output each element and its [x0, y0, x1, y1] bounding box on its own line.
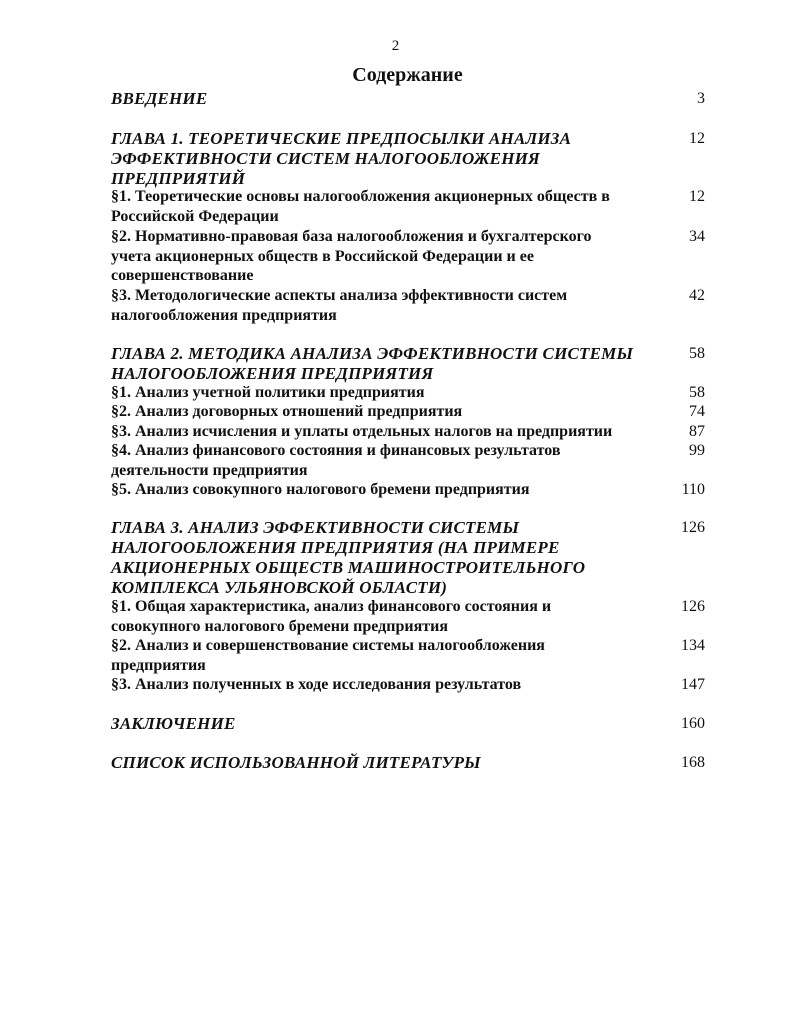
toc-entry-page: 99: [689, 442, 705, 459]
page-number: 2: [391, 38, 400, 54]
toc-entry-page: 58: [689, 384, 705, 401]
toc-entry-page: 42: [689, 287, 705, 304]
toc-entry-title: ГЛАВА 3. АНАЛИЗ ЭФФЕКТИВНОСТИ СИСТЕМЫ НАЛОГООБЛОЖЕНИЯ ПРЕДПРИЯТИЯ (НА ПРИМЕРЕ АКЦИОНЕРНЫХ ОБЩЕСТВ МАШИНОСТРОИТЕЛЬНОГО КОМПЛЕКСА УЛЬЯНОВСКОЙ ОБЛАСТИ): [111, 518, 586, 597]
toc-entry-title: СПИСОК ИСПОЛЬЗОВАННОЙ ЛИТЕРАТУРЫ: [111, 753, 481, 772]
toc-entry-title: §3. Анализ исчисления и уплаты отдельных налогов на предприятии: [111, 423, 613, 440]
toc-entry-page: 126: [681, 519, 705, 536]
toc-entry-title: §3. Анализ полученных в ходе исследования результатов: [111, 676, 522, 693]
toc-entry-title: §2. Нормативно-правовая база налогообложения и бухгалтерского учета акционерных обществ в Российской Федерации и ее совершенствование: [111, 228, 592, 284]
page-title: Содержание: [352, 64, 463, 86]
toc-entry-title: §2. Анализ и совершенствование системы налогообложения предприятия: [111, 637, 545, 674]
toc-entry-page: 126: [681, 598, 705, 615]
toc-entry-title: ГЛАВА 1. ТЕОРЕТИЧЕСКИЕ ПРЕДПОСЫЛКИ АНАЛИЗА ЭФФЕКТИВНОСТИ СИСТЕМ НАЛОГООБЛОЖЕНИЯ ПРЕДПРИЯТИЙ: [111, 129, 572, 188]
toc-entry-title: ЗАКЛЮЧЕНИЕ: [111, 714, 236, 733]
toc-entry-page: 34: [689, 228, 705, 245]
toc-entry-title: ВВЕДЕНИЕ: [111, 89, 208, 108]
toc-entry-title: §4. Анализ финансового состояния и финансовых результатов деятельности предприятия: [111, 442, 561, 479]
toc-entry-page: 147: [681, 676, 705, 693]
toc-entry-title: §1. Теоретические основы налогообложения акционерных обществ в Российской Федерации: [111, 188, 610, 225]
toc-entry-title: §1. Общая характеристика, анализ финансового состояния и совокупного налогового бремени предприятия: [111, 598, 552, 635]
toc-entry-page: 134: [681, 637, 705, 654]
toc-entry-title: §1. Анализ учетной политики предприятия: [111, 384, 425, 401]
toc-entry-page: 3: [697, 90, 705, 107]
toc-entry-page: 12: [689, 188, 705, 205]
toc-entry-page: 58: [689, 345, 705, 362]
toc-entry-page: 160: [681, 715, 705, 732]
toc-entry-page: 74: [689, 403, 705, 420]
toc-entry-page: 110: [681, 481, 705, 498]
toc-entry-page: 168: [681, 754, 705, 771]
toc-entry-page: 12: [689, 130, 705, 147]
toc-entry-title: §3. Методологические аспекты анализа эффективности систем налогообложения предприятия: [111, 287, 568, 324]
toc-entry-page: 87: [689, 423, 705, 440]
toc-entry-title: ГЛАВА 2. МЕТОДИКА АНАЛИЗА ЭФФЕКТИВНОСТИ СИСТЕМЫ НАЛОГООБЛОЖЕНИЯ ПРЕДПРИЯТИЯ: [111, 344, 634, 383]
toc-entry-title: §5. Анализ совокупного налогового бремени предприятия: [111, 481, 530, 498]
toc-entry-title: §2. Анализ договорных отношений предприятия: [111, 403, 463, 420]
